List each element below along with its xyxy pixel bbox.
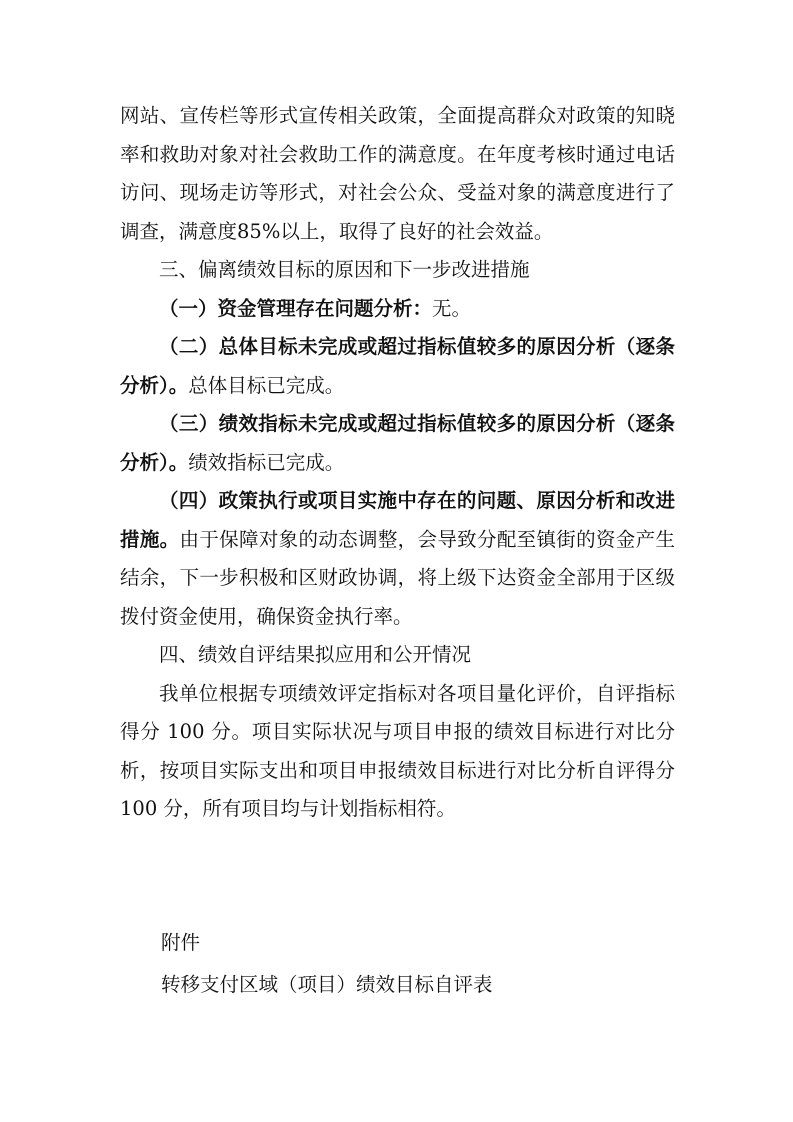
section-4-heading: 四、绩效自评结果拟应用和公开情况: [159, 643, 472, 666]
item-1-paragraph: [120, 290, 675, 329]
attachment-label: 附件: [161, 931, 201, 954]
item-3-paragraph: [120, 405, 675, 482]
attachment-title: 转移支付区域（项目）绩效目标自评表: [161, 973, 493, 996]
item-1-label: （一）资金管理存在问题分析：: [159, 296, 433, 320]
section-3-heading: 三、偏离绩效目标的原因和下一步改进措施: [159, 258, 530, 281]
item-2-text: 总体目标已完成。: [188, 373, 345, 397]
item-4-label: （四）政策执行或项目实施中存在的问题、原因分析和改进措施。: [120, 489, 675, 551]
intro-paragraph: 网站、宣传栏等形式宣传相关政策，全面提高群众对政策的知晓率和救助对象对社会救助工作的满意度。在年度考核时通过电话访问、现场走访等形式，对社会公众、受益对象的满意度进行了调查，满意度85%以上，取得了良好的社会效益。: [120, 104, 675, 243]
item-3-text: 绩效指标已完成。: [188, 450, 345, 474]
item-1-text: 无。: [432, 296, 472, 320]
item-4-text: 由于保障对象的动态调整，会导致分配至镇街的资金产生结余，下一步积极和区财政协调，将上级下达资金全部用于区级拨付资金使用，确保资金执行率。: [120, 527, 675, 628]
document-body: [120, 97, 675, 829]
item-4-paragraph: [120, 482, 675, 636]
section-4-paragraph: 我单位根据专项绩效评定指标对各项目量化评价，自评指标得分 100 分。项目实际状况与项目申报的绩效目标进行对比分析，按项目实际支出和项目申报绩效目标进行对比分析自评得分 100 分，所有项目均与计划指标相符。: [120, 681, 675, 820]
item-2-label: （二）总体目标未完成或超过指标值较多的原因分析（逐条分析）。: [120, 335, 675, 397]
item-3-label: （三）绩效指标未完成或超过指标值较多的原因分析（逐条分析）。: [120, 412, 675, 474]
item-2-paragraph: [120, 328, 675, 405]
